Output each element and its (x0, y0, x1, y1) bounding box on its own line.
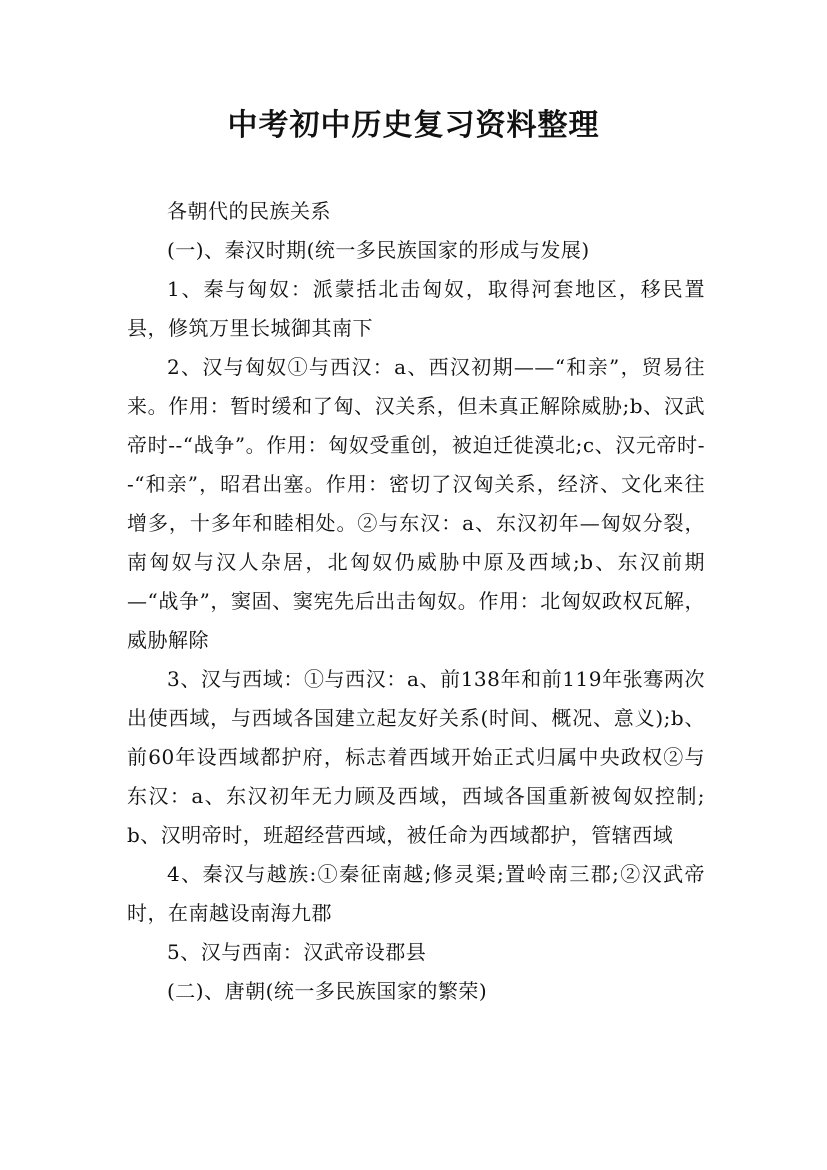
paragraph-qin-han-yue: 4、秦汉与越族:①秦征南越;修灵渠;置岭南三郡;②汉武帝时，在南越设南海九郡 (127, 862, 705, 925)
paragraph-qin-xiongnu: 1、秦与匈奴：派蒙括北击匈奴，取得河套地区，移民置县，修筑万里长城御其南下 (127, 277, 705, 340)
paragraph-han-western-regions: 3、汉与西域：①与西汉：a、前138年和前119年张骞两次出使西域，与西域各国建立起友好关系(时间、概况、意义);b、前60年设西域都护府，标志着西域开始正式归属中央政权②与东汉：a、东汉初年无力顾及西域，西域各国重新被匈奴控制;b、汉明帝时，班超经营西域，被任命为西域都护，管辖西域 (127, 667, 705, 847)
section-heading: 各朝代的民族关系 (167, 199, 331, 223)
subsection-heading-tang: (二)、唐朝(统一多民族国家的繁荣) (167, 979, 488, 1003)
document-title: 中考初中历史复习资料整理 (227, 108, 600, 143)
document-body (127, 192, 705, 1011)
subsection-heading-qin-han: (一)、秦汉时期(统一多民族国家的形成与发展) (167, 238, 590, 262)
paragraph-han-southwest: 5、汉与西南：汉武帝设郡县 (167, 940, 427, 964)
paragraph-han-xiongnu: 2、汉与匈奴①与西汉：a、西汉初期——“和亲”，贸易往来。作用：暂时缓和了匈、汉关系，但未真正解除威胁;b、汉武帝时--“战争”。作用：匈奴受重创，被迫迁徙漠北;c、汉元帝时--“和亲”，昭君出塞。作用：密切了汉匈关系，经济、文化来往增多，十多年和睦相处。②与东汉：a、东汉初年—匈奴分裂，南匈奴与汉人杂居，北匈奴仍威胁中原及西域;b、东汉前期—“战争”，窦固、窦宪先后出击匈奴。作用：北匈奴政权瓦解，威胁解除 (127, 355, 705, 652)
